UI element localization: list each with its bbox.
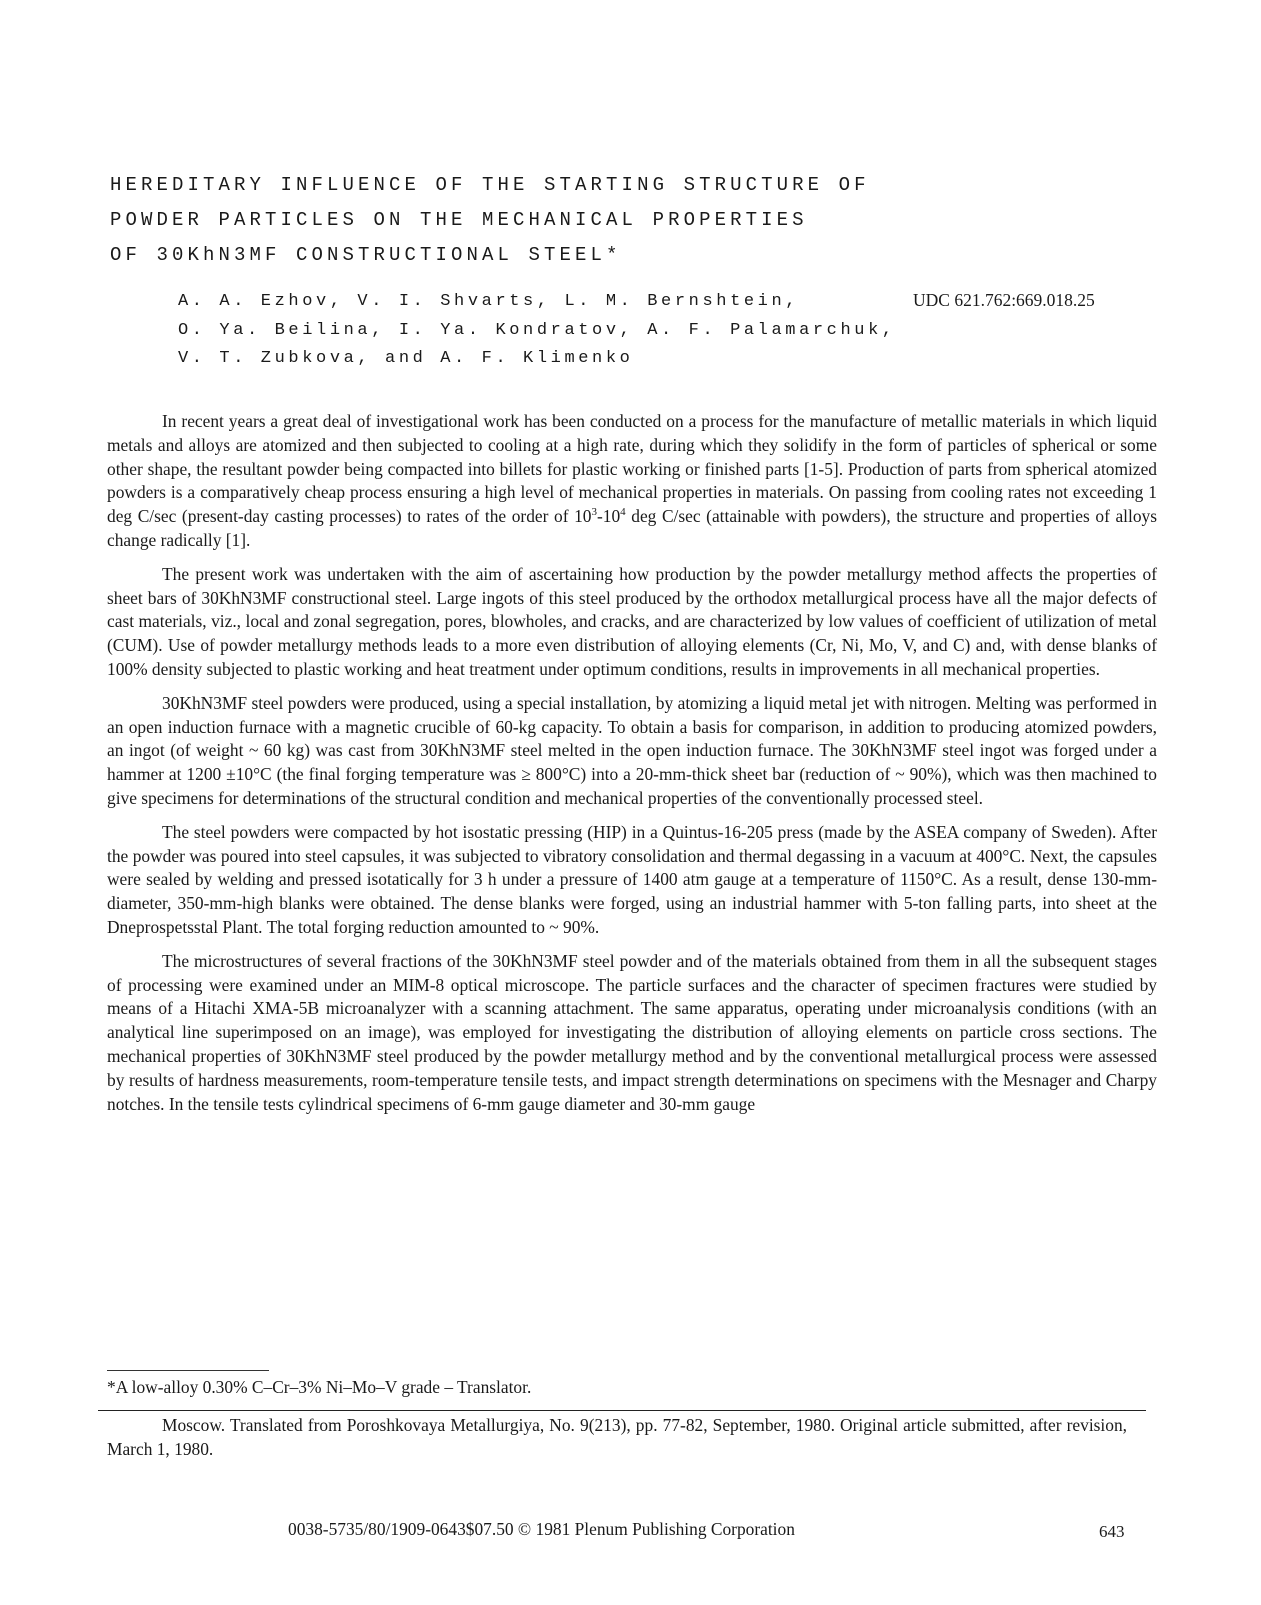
article-title [110, 168, 1030, 273]
source-rule [98, 1410, 1146, 1411]
source-note: Moscow. Translated from Poroshkovaya Metallurgiya, No. 9(213), pp. 77-82, September, 1980. Original article submitted, after revision, March 1, 1980. [107, 1415, 1127, 1459]
article-body [107, 410, 1157, 1116]
page-number: 643 [1099, 1522, 1125, 1541]
title-line: OF 30KhN3MF CONSTRUCTIONAL STEEL* [110, 244, 622, 266]
superscript: 3 [591, 506, 597, 519]
author-line: O. Ya. Beilina, I. Ya. Kondratov, A. F. Palamarchuk, [178, 320, 896, 340]
author-list [178, 288, 938, 374]
publisher-imprint: 0038-5735/80/1909-0643$07.50 © 1981 Plenum Publishing Corporation [288, 1519, 795, 1539]
superscript: 4 [620, 506, 626, 519]
author-line: A. A. Ezhov, V. I. Shvarts, L. M. Bernshtein, [178, 292, 800, 311]
author-line: V. T. Zubkova, and A. F. Klimenko [178, 349, 634, 368]
paragraph-4: The steel powders were compacted by hot isostatic pressing (HIP) in a Quintus-16-205 press (made by the ASEA company of Sweden). After the powder was poured into steel capsules, it was subjected to vibratory consolidation and thermal degassing in a vacuum at 400°C. Next, the capsules were sealed by welding and pressed isotatically for 3 h under a pressure of 1400 atm gauge at a temperature of 1150°C. As a result, dense 130-mm-diameter, 350-mm-high blanks were obtained. The dense blanks were forged, using an industrial hammer with 5-ton falling parts, into sheet at the Dneprospetsstal Plant. The total forging reduction amounted to ~ 90%. [107, 821, 1157, 937]
footnote: *A low-alloy 0.30% C–Cr–3% Ni–Mo–V grade – Translator. [107, 1377, 532, 1397]
paragraph-text: -10 [596, 506, 621, 527]
udc-code: UDC 621.762:669.018.25 [913, 290, 1095, 310]
paragraph-text: In recent years a great deal of investigational work has been conducted on a process for the manufacture of metallic materials in which liquid metals and alloys are atomized and then subjected to cooling at a high rate, during which they solidify in the form of particles of spherical or some other shape, the resultant powder being compacted into billets for plastic working or finished parts [1-5]. Production of parts from spherical atomized powders is a comparatively cheap process ensuring a high level of mechanical properties in materials. On passing from cooling rates not exceeding 1 deg C/sec (present-day casting processes) to rates of the order of 10 [107, 411, 1157, 527]
paragraph-5: The microstructures of several fractions of the 30KhN3MF steel powder and of the materials obtained from them in all the subsequent stages of processing were examined under an MIM-8 optical microscope. The particle surfaces and the character of specimen fractures were studied by means of a Hitachi XMA-5B microanalyzer with a scanning attachment. The same apparatus, operating under microanalysis conditions (with an analytical line superimposed on an image), was employed for investigating the distribution of alloying elements on particle cross sections. The mechanical properties of 30KhN3MF steel produced by the powder metallurgy method and by the conventional metallurgical process were assessed by results of hardness measurements, room-temperature tensile tests, and impact strength determinations on specimens with the Mesnager and Charpy notches. In the tensile tests cylindrical specimens of 6-mm gauge diameter and 30-mm gauge [107, 950, 1157, 1114]
paragraph-text: deg C/sec (attainable with powders), the structure and properties of alloys change radically [1]. [107, 506, 1157, 550]
paragraph-2: The present work was undertaken with the aim of ascertaining how production by the powder metallurgy method affects the properties of sheet bars of 30KhN3MF constructional steel. Large ingots of this steel produced by the orthodox metallurgical process have all the major defects of cast materials, viz., local and zonal segregation, pores, blowholes, and cracks, and are characterized by low values of coefficient of utilization of metal (CUM). Use of powder metallurgy methods leads to a more even distribution of alloying elements (Cr, Ni, Mo, V, and C) and, with dense blanks of 100% density subjected to plastic working and heat treatment under optimum conditions, results in improvements in all mechanical properties. [107, 563, 1157, 679]
title-line: HEREDITARY INFLUENCE OF THE STARTING STRUCTURE OF [110, 174, 870, 196]
footnote-rule [107, 1370, 269, 1371]
title-line: POWDER PARTICLES ON THE MECHANICAL PROPERTIES [110, 209, 808, 231]
paragraph-1 [107, 410, 1157, 553]
paragraph-3: 30KhN3MF steel powders were produced, using a special installation, by atomizing a liquid metal jet with nitrogen. Melting was performed in an open induction furnace with a magnetic crucible of 60-kg capacity. To obtain a basis for comparison, in addition to producing atomized powders, an ingot (of weight ~ 60 kg) was cast from 30KhN3MF steel melted in the open induction furnace. The 30KhN3MF steel ingot was forged under a hammer at 1200 ±10°C (the final forging temperature was ≥ 800°C) into a 20-mm-thick sheet bar (reduction of ~ 90%), which was then machined to give specimens for determinations of the structural condition and mechanical properties of the conventionally processed steel. [107, 692, 1157, 808]
